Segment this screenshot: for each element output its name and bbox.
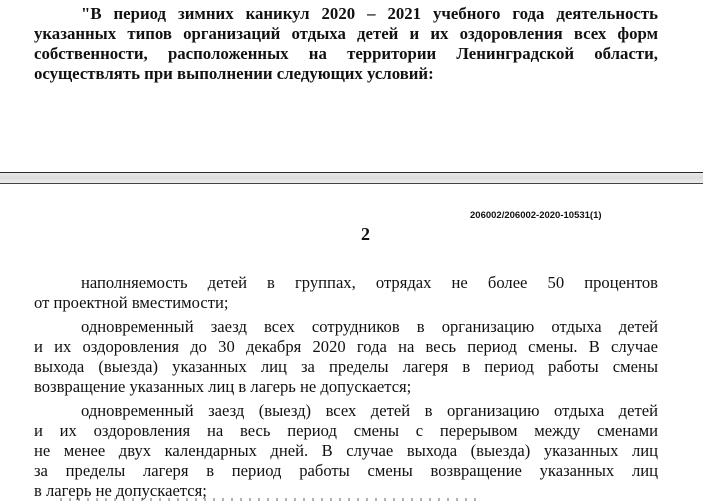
intro-line: осуществлять при выполнении следующих условий: [34, 64, 434, 83]
page-break-divider [0, 172, 703, 184]
paragraph-occupancy [34, 273, 658, 313]
cut-off-next-line [0, 496, 703, 503]
paragraph-line: и их оздоровления на весь период смены с перерывом между сменами [34, 421, 658, 440]
paragraph-line: наполняемость детей в группах, отрядах не более 50 процентов [81, 273, 658, 292]
paragraph-staff-arrival [34, 317, 658, 397]
intro-line: "В период зимних каникул 2020 – 2021 учебного года деятельность [81, 4, 658, 23]
paragraph-line: в лагерь не допускается; [34, 481, 207, 500]
paragraph-children-arrival [34, 401, 658, 501]
cut-off-text-fragment [60, 498, 480, 501]
paragraph-line: одновременный заезд всех сотрудников в организацию отдыха детей [81, 317, 658, 336]
paragraph-line: от проектной вместимости; [34, 293, 229, 312]
intro-paragraph [34, 4, 658, 84]
intro-line: собственности, расположенных на территории Ленинградской области, [34, 44, 658, 63]
document-registration-number: 206002/206002-2020-10531(1) [470, 210, 602, 221]
paragraph-line: не менее двух календарных дней. В случае выхода (выезда) указанных лиц [34, 441, 658, 460]
paragraph-line: возвращение указанных лиц в лагерь не допускается; [34, 377, 412, 396]
page-number: 2 [361, 224, 370, 244]
paragraph-line: и их оздоровления до 30 декабря 2020 года на весь период смены. В случае [34, 337, 658, 356]
paragraph-line: одновременный заезд (выезд) всех детей в организацию отдыха детей [81, 401, 658, 420]
paragraph-line: выхода (выезда) указанных лиц за пределы лагеря в период работы смены [34, 357, 658, 376]
intro-line: указанных типов организаций отдыха детей и их оздоровления всех форм [34, 24, 658, 43]
paragraph-line: за пределы лагеря в период работы смены возвращение указанных лиц [34, 461, 658, 480]
